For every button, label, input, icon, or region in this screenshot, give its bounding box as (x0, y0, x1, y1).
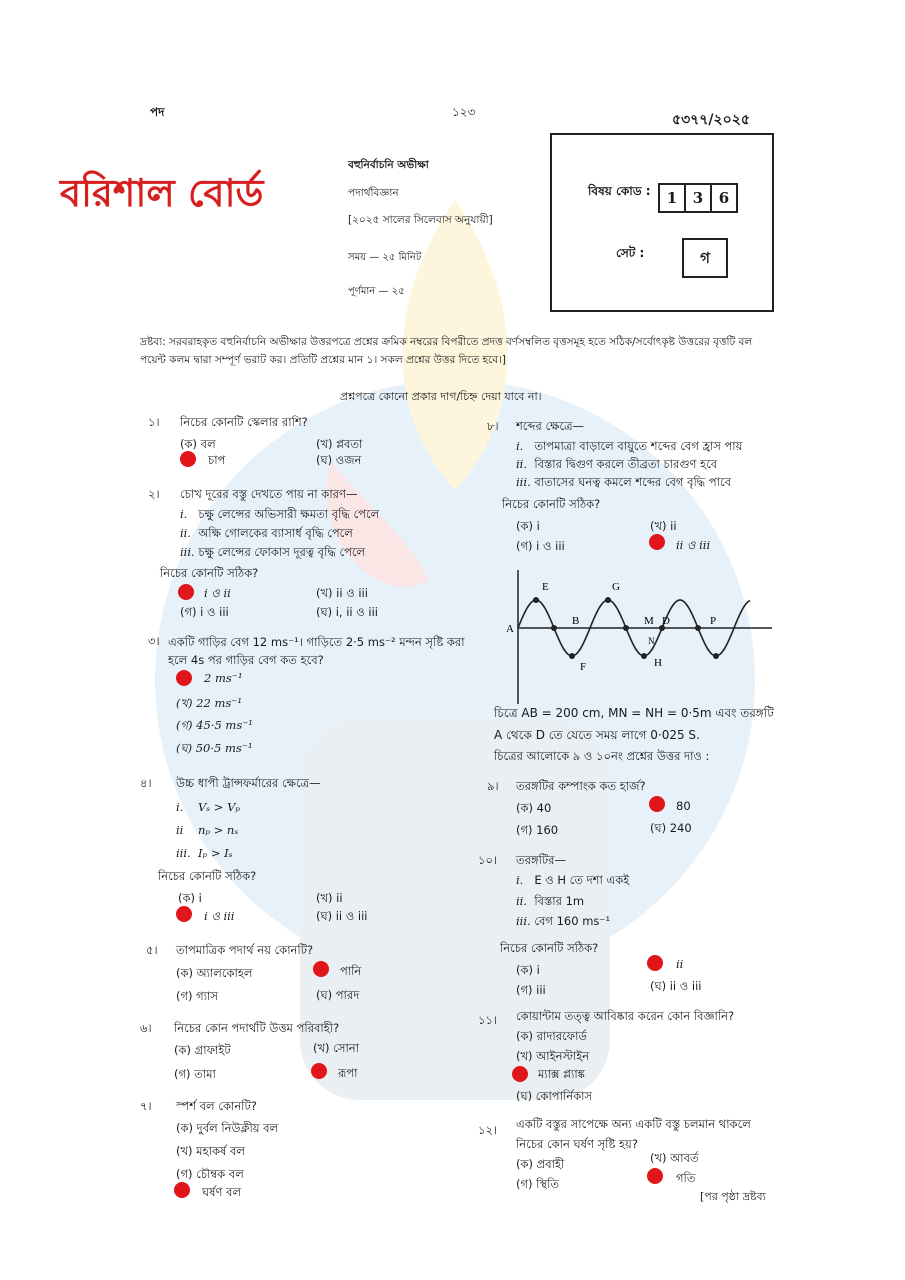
q2-statement-i: চক্ষু লেন্সের অভিসারী ক্ষমতা বৃদ্ধি পেলে (198, 507, 380, 521)
code-box (550, 133, 774, 312)
q8-ask: নিচের কোনটি সঠিক? (502, 497, 601, 511)
graph-label: M (644, 615, 654, 627)
q1-option-d: (ঘ) ওজন (316, 453, 362, 467)
q4-option-c: i ও iii (204, 909, 235, 923)
q3-option-a: 2 ms⁻¹ (204, 671, 243, 685)
q8-statement-iii: বাতাসের ঘনত্ব কমলে শব্দের বেগ বৃদ্ধি পাবে (534, 475, 732, 489)
wave-point (623, 625, 629, 631)
q1-option-b: (খ) প্লবতা (316, 437, 363, 451)
code-digit: 6 (710, 183, 738, 213)
answer-mark (311, 1063, 327, 1079)
code-number: ৫৩৭৭/২০২৫ (672, 112, 750, 128)
q2-option-d: (ঘ) i, ii ও iii (316, 605, 378, 619)
q1-option-a: (ক) বল (180, 437, 216, 451)
q4-statement-ii: nₚ > nₛ (197, 823, 239, 837)
q9-option-d: (ঘ) 240 (650, 821, 692, 835)
q5-option-b: পানি (340, 964, 362, 978)
graph-label: D (662, 615, 670, 627)
q6-option-b: (খ) সোনা (313, 1041, 359, 1055)
graph-label: H (654, 657, 662, 669)
q7-text: স্পর্শ বল কোনটি? (176, 1099, 257, 1113)
q2-roman-ii: ii. অক্ষি গোলকের ব্যাসার্ধ বৃদ্ধি পেলে (180, 526, 353, 540)
answer-mark (649, 796, 665, 812)
q12-text: একটি বস্তুর সাপেক্ষে অন্য একটি বস্তু চলমান থাকলে নিচের কোন ঘর্ষণ সৃষ্টি হয়? (516, 1117, 751, 1151)
graph-label: G (612, 581, 620, 593)
q3-option-d: (ঘ) 50·5 ms⁻¹ (176, 741, 253, 755)
wave-point (551, 625, 557, 631)
q12-option-a: (ক) প্রবাহী (516, 1157, 565, 1171)
q8-option-b: (খ) ii (650, 519, 677, 533)
q2-ask: নিচের কোনটি সঠিক? (160, 566, 259, 580)
q7-number: ৭। (140, 1099, 152, 1113)
wave-point (569, 653, 575, 659)
q4-statement-i: Vₛ > Vₚ (197, 800, 240, 814)
q3-option-b: (খ) 22 ms⁻¹ (176, 696, 242, 710)
wave-point (641, 653, 647, 659)
q6-option-d: রূপা (338, 1066, 358, 1080)
q8-text: শব্দের ক্ষেত্রে— (516, 419, 585, 433)
answer-mark (176, 670, 192, 686)
q1-text: নিচের কোনটি স্কেলার রাশি? (180, 415, 308, 429)
q6-option-a: (ক) গ্রাফাইট (174, 1043, 231, 1057)
answer-mark (647, 955, 663, 971)
q4-option-d: (ঘ) ii ও iii (316, 909, 368, 923)
answer-mark (512, 1066, 528, 1082)
q10-statement-ii: বিস্তার 1m (534, 894, 585, 908)
q10-option-a: (ক) i (516, 963, 540, 977)
full-marks: পূর্ণমান — ২৫ (348, 286, 405, 297)
q4-option-b: (খ) ii (316, 891, 343, 905)
q12-option-d: গতি (676, 1171, 696, 1185)
answer-mark (176, 906, 192, 922)
wave-point (605, 597, 611, 603)
q3-number: ৩। (148, 634, 160, 648)
q9-text: তরঙ্গটির কম্পাংক কত হার্জ? (516, 779, 646, 793)
q8-number: ৮। (487, 419, 499, 433)
q7-option-a: (ক) দুর্বল নিউক্লীয় বল (176, 1121, 279, 1135)
q4-roman-ii: ii nₚ > nₛ (176, 823, 239, 837)
q9-option-b: 80 (676, 799, 691, 813)
time-limit: সময় — ২৫ মিনিট (348, 252, 422, 263)
q10-option-b: ii (676, 957, 684, 971)
subject-code-cells (658, 183, 738, 213)
board-title: বরিশাল বোর্ড (60, 170, 264, 215)
q8-statement-ii: বিস্তার দ্বিগুণ করলে তীব্রতা চারগুণ হবে (534, 457, 718, 471)
wave-graph (500, 568, 780, 708)
q12-option-c: (গ) স্থিতি (516, 1177, 559, 1191)
q7-option-d: ঘর্ষণ বল (202, 1185, 242, 1199)
q3-text: একটি গাড়ির বেগ 12 ms⁻¹। গাড়িতে 2·5 ms⁻² মন্দন সৃষ্টি করা হলে 4s পর গাড়ির বেগ কত হবে? (168, 635, 465, 667)
q8-option-a: (ক) i (516, 519, 540, 533)
q5-number: ৫। (146, 943, 158, 957)
q11-number: ১১। (478, 1013, 498, 1027)
q8-option-d: ii ও iii (676, 538, 711, 552)
answer-mark (174, 1182, 190, 1198)
q10-option-c: (গ) iii (516, 983, 546, 997)
q8-roman-ii: ii. বিস্তার দ্বিগুণ করলে তীব্রতা চারগুণ হবে (516, 457, 718, 471)
q4-roman-iii: iii. Iₚ > Iₛ (176, 846, 233, 860)
set-value: গ (682, 238, 728, 278)
wave-point (695, 625, 701, 631)
note: প্রশ্নপত্রে কোনো প্রকার দাগ/চিহ্ন দেয়া যাবে না। (340, 390, 542, 403)
graph-label: P (710, 615, 717, 627)
answer-mark (180, 451, 196, 467)
answer-mark (178, 584, 194, 600)
page-count: ১২৩ (452, 105, 476, 119)
set-label: সেট : (616, 246, 645, 260)
q5-option-d: (ঘ) পারদ (316, 988, 360, 1002)
q10-text: তরঙ্গটির— (516, 853, 566, 867)
q9-number: ৯। (487, 779, 499, 793)
q2-statement-iii: চক্ষু লেন্সের ফোকাস দূরত্ব বৃদ্ধি পেলে (198, 545, 366, 559)
answer-mark (649, 534, 665, 550)
q4-text: উচ্চ ধাপী ট্রান্সফর্মারের ক্ষেত্রে— (176, 776, 321, 790)
q4-option-a: (ক) i (178, 891, 202, 905)
answer-mark (647, 1168, 663, 1184)
q5-option-a: (ক) অ্যালকোহল (176, 966, 253, 980)
q4-ask: নিচের কোনটি সঠিক? (158, 869, 257, 883)
q8-statement-i: তাপমাত্রা বাড়ালে বায়ুতে শব্দের বেগ হ্রাস পায় (534, 439, 743, 453)
graph-label: N (648, 636, 655, 646)
q10-roman-i: i. E ও H তে দশা একই (516, 873, 630, 887)
subject-code-label: বিষয় কোড : (588, 184, 651, 198)
q10-statement-i: E ও H তে দশা একই (534, 873, 630, 887)
graph-text-2: A থেকে D তে যেতে সময় লাগে 0·025 S. (494, 728, 700, 742)
q10-roman-ii: ii. বিস্তার 1m (516, 894, 585, 908)
q2-statement-ii: অক্ষি গোলকের ব্যাসার্ধ বৃদ্ধি পেলে (198, 526, 353, 540)
q5-text: তাপমাত্রিক পদার্থ নয় কোনটি? (176, 943, 314, 957)
q6-number: ৬। (140, 1021, 152, 1035)
q9-option-c: (গ) 160 (516, 823, 559, 837)
q8-roman-iii: iii. বাতাসের ঘনত্ব কমলে শব্দের বেগ বৃদ্ধি পাবে (516, 475, 732, 489)
q8-option-c: (গ) i ও iii (516, 539, 565, 553)
q2-option-a: i ও ii (204, 586, 231, 600)
q9-option-a: (ক) 40 (516, 801, 552, 815)
subject-name: পদার্থবিজ্ঞান (348, 187, 399, 199)
q7-option-c: (গ) চৌম্বক বল (176, 1167, 244, 1181)
q11-option-a: (ক) রাদারফোর্ড (516, 1029, 587, 1043)
q11-text: কোয়ান্টাম তত্ত্ব আবিষ্কার করেন কোন বিজ্ঞানি? (516, 1009, 735, 1023)
q2-roman-i: i. চক্ষু লেন্সের অভিসারী ক্ষমতা বৃদ্ধি পেলে (180, 507, 380, 521)
q12-number: ১২। (478, 1123, 498, 1137)
q10-statement-iii: বেগ 160 ms⁻¹ (534, 914, 611, 928)
q1-number: ১। (148, 415, 160, 429)
q12-option-b: (খ) আবর্ত (650, 1151, 699, 1165)
q2-option-c: (গ) i ও iii (180, 605, 229, 619)
q7-option-b: (খ) মহাকর্ষ বল (176, 1144, 245, 1158)
q6-option-c: (গ) তামা (174, 1067, 216, 1081)
q11-option-c: ম্যাক্স প্ল্যাঙ্ক (538, 1067, 585, 1081)
graph-label: F (580, 661, 587, 673)
q4-number: ৪। (140, 776, 152, 790)
q1-option-c: চাপ (208, 453, 226, 467)
q11-option-d: (ঘ) কোপার্নিকাস (516, 1089, 593, 1103)
graph-label: E (542, 581, 549, 593)
q3-option-c: (গ) 45·5 ms⁻¹ (176, 718, 253, 732)
graph-label: A (506, 623, 514, 635)
q10-roman-iii: iii. বেগ 160 ms⁻¹ (516, 914, 611, 928)
instruction: দ্রষ্টব্য: সরবরাহকৃত বহুনির্বাচনি অভীক্ষার উত্তরপত্রে প্রশ্নের ক্রমিক নম্বরের বিপরীতে প্রদত্ত বর্ণসম্বলিত বৃত্তসমূহ হতে সঠিক/সর্বোৎকৃষ্ট উত্তরের বৃত্তটি বল পয়েন্ট কলম দ্বারা সম্পূর্ণ ভরাট কর। প্রতিটি প্রশ্নের মান ১। সকল প্রশ্নের উত্তর দিতে হবে।] (140, 336, 753, 366)
q4-statement-iii: Iₚ > Iₛ (198, 846, 233, 860)
next-page-note: [পর পৃষ্ঠা দ্রষ্টব্য (700, 1190, 766, 1203)
q2-text: চোখ দূরের বস্তু দেখতে পায় না কারণ— (180, 487, 358, 501)
q2-number: ২। (148, 487, 160, 501)
q10-option-d: (ঘ) ii ও iii (650, 979, 702, 993)
graph-label: B (572, 615, 580, 627)
page-num: পদ (150, 105, 165, 119)
q4-roman-i: i. Vₛ > Vₚ (176, 800, 240, 814)
q8-roman-i: i. তাপমাত্রা বাড়ালে বায়ুতে শব্দের বেগ হ্রাস পায় (516, 439, 743, 453)
answer-mark (313, 961, 329, 977)
graph-text-1: চিত্রে AB = 200 cm, MN = NH = 0·5m এবং তরঙ্গটি (494, 706, 774, 720)
code-digit: 1 (658, 183, 686, 213)
wave-point (713, 653, 719, 659)
syllabus-note: [২০২৫ সালের সিলেবাস অনুযায়ী] (348, 214, 493, 226)
q2-roman-iii: iii. চক্ষু লেন্সের ফোকাস দূরত্ব বৃদ্ধি পেলে (180, 545, 366, 559)
q11-option-b: (খ) আইনস্টাইন (516, 1049, 590, 1063)
q2-option-b: (খ) ii ও iii (316, 586, 368, 600)
q10-ask: নিচের কোনটি সঠিক? (500, 941, 599, 955)
q6-text: নিচের কোন পদার্থটি উত্তম পরিবাহী? (174, 1021, 340, 1035)
code-digit: 3 (684, 183, 712, 213)
wave-point (533, 597, 539, 603)
graph-text-3: চিত্রের আলোকে ৯ ও ১০নং প্রশ্নের উত্তর দাও : (494, 749, 710, 763)
q10-number: ১০। (478, 853, 498, 867)
exam-type: বহুনির্বাচনি অভীক্ষা (348, 159, 429, 171)
q5-option-c: (গ) গ্যাস (176, 989, 218, 1003)
